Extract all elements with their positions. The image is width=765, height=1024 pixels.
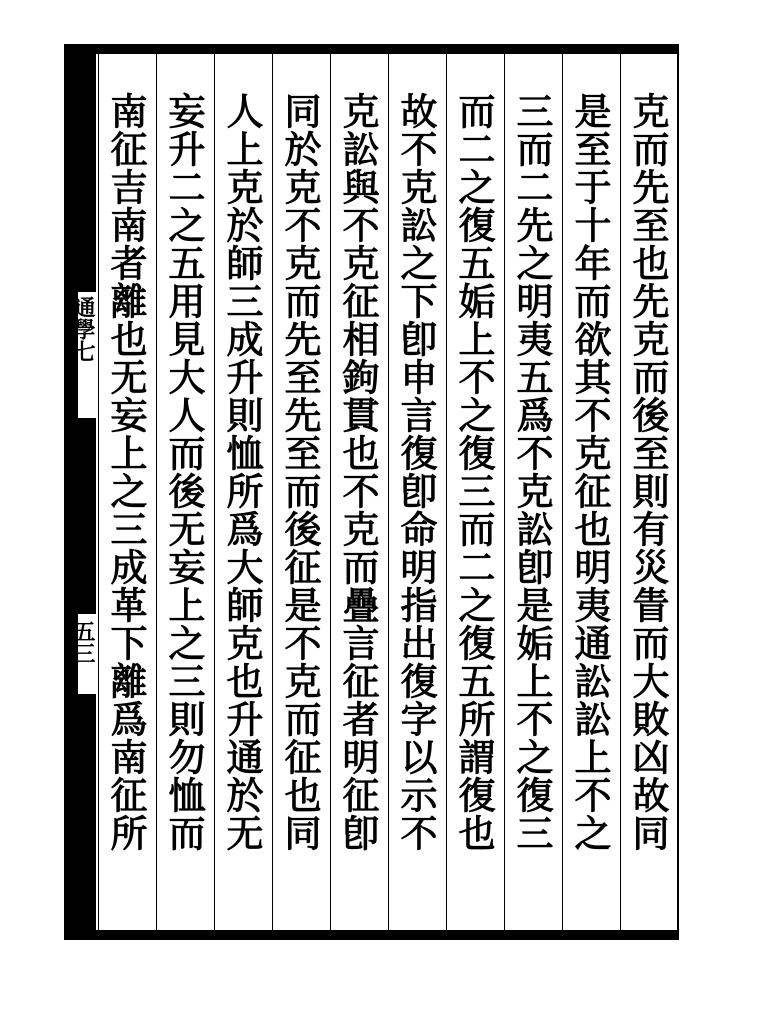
column-rule <box>388 54 389 930</box>
text-column-5: 故不克訟之下卽申言復卽命明指出復字以示不 <box>394 92 438 852</box>
margin-title: 通學七 <box>70 296 96 362</box>
text-column-4: 而二之復五姤上不之復三而二之復五所謂復也 <box>452 92 496 852</box>
column-rule <box>330 54 331 930</box>
column-rule <box>562 54 563 930</box>
column-rule <box>214 54 215 930</box>
strip-fish-tail-top <box>66 54 96 292</box>
text-column-8: 人上克於師三成升則恤所爲大師克也升通於无 <box>220 92 264 852</box>
margin-page-number: 五三 <box>70 620 96 664</box>
strip-fish-tail-bottom <box>66 694 96 930</box>
column-rule <box>504 54 505 930</box>
text-column-10: 南征吉南者離也无妄上之三成革下離爲南征所 <box>104 92 148 852</box>
text-column-7: 同於克不克而先至先至而後征是不克而征也同 <box>278 92 322 852</box>
text-column-9: 妄升二之五用見大人而後无妄上之三則勿恤而 <box>162 92 206 852</box>
column-rule <box>272 54 273 930</box>
column-rule <box>620 54 621 930</box>
column-rule <box>98 54 99 930</box>
strip-fish-tail-middle <box>66 418 96 614</box>
column-rule <box>156 54 157 930</box>
text-column-1: 克而先至也先克而後至則有災眚而大敗凶故同 <box>626 92 670 852</box>
column-rule <box>446 54 447 930</box>
text-column-3: 三而二先之明夷五爲不克訟卽是姤上不之復三 <box>510 92 554 852</box>
text-column-2: 是至于十年而欲其不克征也明夷通訟訟上不之 <box>568 92 612 852</box>
text-column-6: 克訟與不克征相鉤貫也不克而疊言征者明征卽 <box>336 92 380 852</box>
